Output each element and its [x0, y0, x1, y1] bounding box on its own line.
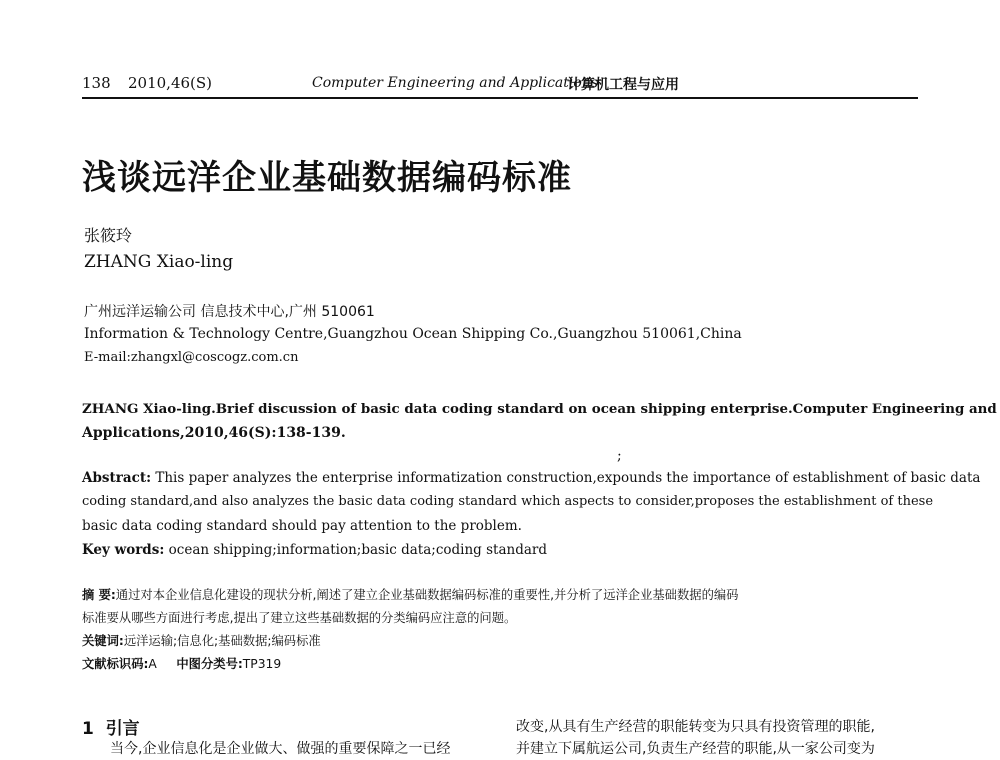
- keywords-en: Key words: ocean shipping;information;basic data;coding standard: [82, 542, 547, 558]
- body-left-line-1: 当今,企业信息化是企业做大、做强的重要保障之一已经: [110, 741, 451, 757]
- abstract-en-line-1: Abstract: This paper analyzes the enterprise informatization construction,expounds the importance of establishment of basic data: [82, 470, 981, 486]
- email-address: E-mail:zhangxl@coscogz.com.cn: [84, 350, 299, 365]
- body-right-line-1: 改变,从具有生产经营的职能转变为只具有投资管理的职能,: [516, 719, 875, 735]
- abstract-cn: [82, 584, 918, 676]
- keywords-label-en: Key words:: [82, 542, 165, 558]
- doc-code: A: [148, 657, 157, 671]
- citation: [82, 397, 997, 445]
- keywords-cn: 关键词:远洋运输;信息化;基础数据;编码标准: [82, 634, 321, 648]
- affiliation-cn: 广州远洋运输公司 信息技术中心,广州 510061: [84, 304, 375, 320]
- abstract-label: Abstract:: [82, 470, 152, 486]
- doc-code-label: 文献标识码:: [82, 657, 149, 671]
- stray-mark: ;: [617, 448, 622, 464]
- abstract-cn-line-1: 摘 要:通过对本企业信息化建设的现状分析,阐述了建立企业基础数据编码标准的重要性,并分析了远洋企业基础数据的编码: [82, 588, 739, 602]
- journal-name-cn: 计算机工程与应用: [567, 77, 679, 93]
- keywords-label-cn: 关键词:: [82, 634, 124, 648]
- page-number: 138: [82, 74, 111, 92]
- abstract-en-line-3: basic data coding standard should pay attention to the problem.: [82, 518, 522, 534]
- citation-line-2: Applications,2010,46(S):138-139.: [82, 425, 346, 441]
- section-heading: [82, 714, 140, 739]
- clc-code: TP319: [242, 657, 282, 671]
- volume-info: 2010,46(S): [128, 74, 213, 92]
- section-title: 引言: [105, 719, 140, 739]
- section-number: 1: [82, 719, 94, 739]
- author-name-cn: 张筱玲: [84, 226, 133, 245]
- citation-line-1: ZHANG Xiao-ling.Brief discussion of basic data coding standard on ocean shipping enterprise.Computer Engineering and: [82, 401, 997, 417]
- body-right-line-2: 并建立下属航运公司,负责生产经营的职能,从一家公司变为: [516, 741, 875, 757]
- header-rule: [82, 97, 918, 99]
- journal-name-en: Computer Engineering and Applications: [312, 75, 598, 91]
- clc-label: 中图分类号:: [176, 657, 243, 671]
- classification: [82, 653, 918, 676]
- article-title: 浅谈远洋企业基础数据编码标准: [82, 158, 572, 198]
- abstract-cn-line-2: 标准要从哪些方面进行考虑,提出了建立这些基础数据的分类编码应注意的问题。: [82, 611, 517, 625]
- abstract-en: [82, 466, 981, 562]
- abstract-label-cn: 摘 要:: [82, 588, 116, 602]
- abstract-en-line-2: coding standard,and also analyzes the basic data coding standard which aspects to consider,proposes the establishment of these: [82, 494, 934, 509]
- affiliation-en: Information & Technology Centre,Guangzhou Ocean Shipping Co.,Guangzhou 510061,China: [84, 326, 742, 342]
- author-name-en: ZHANG Xiao-ling: [84, 252, 234, 272]
